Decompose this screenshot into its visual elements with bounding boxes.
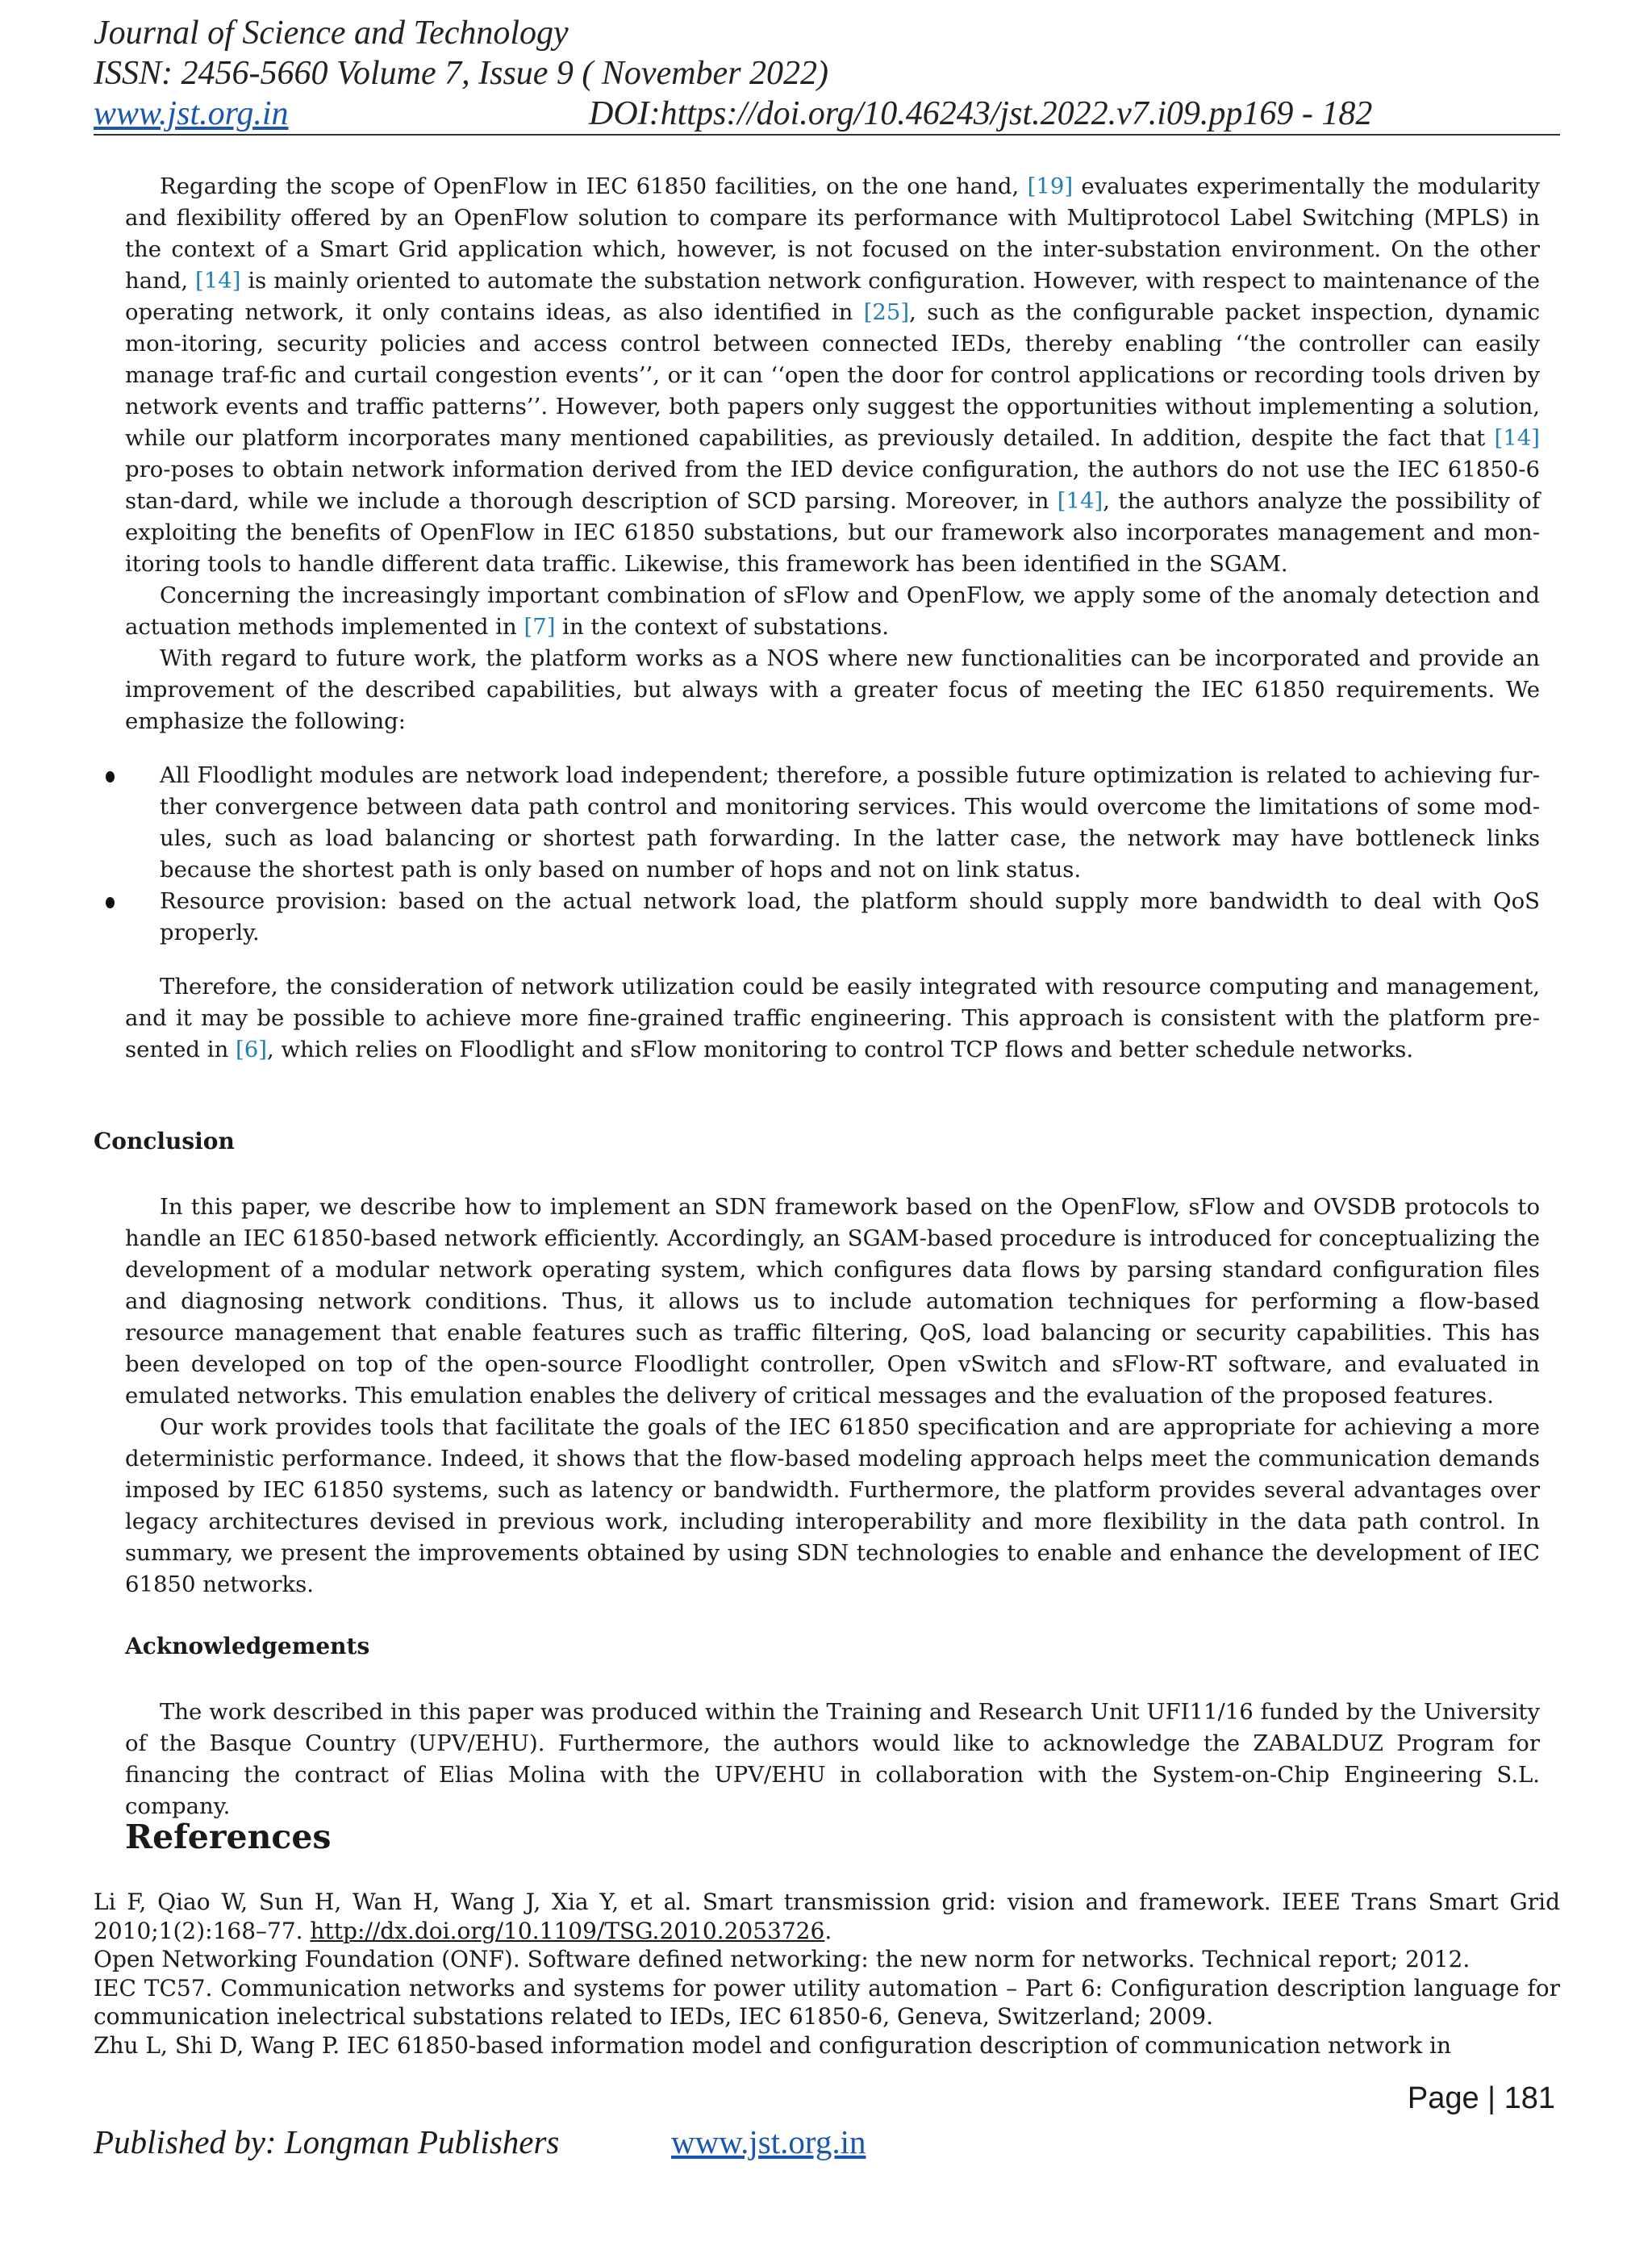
discussion-paragraph-2 [125, 580, 1540, 643]
reference-item: Open Networking Foundation (ONF). Software defined networking: the new norm for networks. Technical report; 2012. [94, 1946, 1471, 1972]
text-run: evaluates experimentally the modularity and flexibility offered by an OpenFlow solution to compare its performance with Multiprotocol Label Switching (MPLS) in the context of a Smart Grid application which, however, is not focused on the inter-substation environment. On the other hand, [125, 173, 1540, 294]
acknowledgements-section [125, 1697, 1540, 1822]
conclusion-paragraph-1: In this paper, we describe how to implement an SDN framework based on the OpenFlow, sFlow and OVSDB protocols to handle an IEC 61850-based network efficiently. Accordingly, an SGAM-based procedure is introduced for conceptualizing the development of a modular network operating system, which configures data flows by parsing standard configuration files and diagnosing network conditions. Thus, it allows us to include automation techniques for performing a flow-based resource management that enable features such as traffic filtering, QoS, load balancing or security capabilities. This has been developed on top of the open-source Floodlight controller, Open vSwitch and sFlow-RT software, and evaluated in emulated networks. This emulation enables the delivery of critical messages and the evaluation of the proposed features. [125, 1194, 1540, 1409]
citation-link[interactable]: [25] [863, 299, 910, 325]
citation-link[interactable]: [14] [195, 268, 241, 294]
acknowledgements-heading: Acknowledgements [125, 1633, 370, 1659]
conclusion-section [125, 1192, 1540, 1601]
reference-item: Zhu L, Shi D, Wang P. IEC 61850-based information model and configuration description of communication network in [94, 2031, 1452, 2059]
text-run: Concerning the increasingly important combination of sFlow and OpenFlow, we apply some of the anomaly detection and actuation methods implemented in [125, 582, 1540, 640]
page-number: Page | 181 [1407, 2081, 1555, 2115]
header-divider [94, 134, 1560, 136]
text-run: , such as the configurable packet inspection, dynamic mon-itoring, security policies and access control between connected IEDs, thereby enabling ‘‘the controller can easily manage traf-fic and curtail congestion events’’, or it can ‘‘open the door for control applications or recording tools driven by network events and traffic patterns’’. However, both papers only suggest the opportunities without implementing a solution, while our platform incorporates many mentioned capabilities, as previously detailed. In addition, despite the fact that [125, 299, 1540, 451]
footer-website-link[interactable]: www.jst.org.in [671, 2123, 866, 2160]
list-item-text: All Floodlight modules are network load independent; therefore, a possible future optimization is related to achieving fur-ther convergence between data path control and monitoring services. This would overcome the limitations of some mod-ules, such as load balancing or shortest path forwarding. In the latter case, the network may have bottleneck links because the shortest path is only based on number of hops and not on link status. [160, 762, 1540, 883]
reference-text: Li F, Qiao W, Sun H, Wan H, Wang J, Xia Y, et al. Smart transmission grid: vision and framework. IEEE Trans Smart Grid 2010;1(2):168–77. [94, 1889, 1560, 1944]
journal-issn: ISSN: 2456-5660 Volume 7, Issue 9 ( November 2022) [94, 55, 829, 92]
citation-link[interactable]: [14] [1057, 488, 1103, 514]
publisher-line: Published by: Longman Publishers [94, 2123, 560, 2160]
conclusion-paragraph-2: Our work provides tools that facilitate the goals of the IEC 61850 specification and are appropriate for achieving a more deterministic performance. Indeed, it shows that the flow-based modeling approach helps meet the communication demands imposed by IEC 61850 systems, such as latency or bandwidth. Furthermore, the platform provides several advantages over legacy architectures devised in previous work, including interoperability and more flexibility in the data path control. In summary, we present the improvements obtained by using SDN technologies to enable and enhance the development of IEC 61850 networks. [125, 1414, 1540, 1597]
reference-text: . [824, 1917, 832, 1944]
journal-header [94, 13, 1562, 134]
reference-doi-link[interactable]: http://dx.doi.org/10.1109/TSG.2010.2053726 [310, 1917, 825, 1944]
text-run: Regarding the scope of OpenFlow in IEC 61850 facilities, on the one hand, [160, 173, 1028, 199]
text-run: is mainly oriented to automate the substation network configuration. However, with respect to maintenance of the operating network, it only contains ideas, as also identified in [125, 268, 1541, 325]
text-run: , which relies on Floodlight and sFlow monitoring to control TCP flows and better schedule networks. [267, 1037, 1414, 1062]
text-run: Therefore, the consideration of network utilization could be easily integrated with resource computing and management, and it may be possible to achieve more fine-grained traffic engineering. This approach is consistent with the platform pre-sented in [125, 974, 1540, 1062]
references-heading: References [125, 1818, 332, 1856]
discussion-paragraph-1 [125, 171, 1540, 580]
list-item [125, 760, 1540, 886]
citation-link[interactable]: [6] [236, 1037, 267, 1062]
list-item-text: Resource provision: based on the actual network load, the platform should supply more bandwidth to deal with QoS properly. [160, 888, 1540, 945]
discussion-paragraph-4 [125, 971, 1540, 1066]
list-item [125, 886, 1540, 949]
reference-item [94, 1888, 1560, 1945]
reference-item: IEC TC57. Communication networks and systems for power utility automation – Part 6: Configuration description language for communication inelectrical substations related to IEDs, IEC 61850-6, Geneva, Switzerland; 2009. [94, 1974, 1560, 2030]
future-work-list [125, 760, 1540, 949]
text-run: , the authors analyze the possibility of exploiting the benefits of OpenFlow in IEC 61850 substations, but our framework also incorporates management and mon-itoring tools to handle different data traffic. Likewise, this framework has been identified in the SGAM. [125, 488, 1540, 577]
citation-link[interactable]: [7] [524, 614, 556, 640]
citation-link[interactable]: [14] [1494, 425, 1540, 451]
references-list [94, 1888, 1560, 2060]
conclusion-heading: Conclusion [94, 1128, 235, 1154]
bullet-icon [106, 771, 115, 783]
journal-doi: DOI:https://doi.org/10.46243/jst.2022.v7.i09.pp169 - 182 [589, 95, 1373, 132]
journal-title: Journal of Science and Technology [94, 15, 569, 52]
bullet-icon [106, 897, 115, 908]
discussion-paragraph-3: With regard to future work, the platform works as a NOS where new functionalities can be incorporated and provide an improvement of the described capabilities, but always with a greater focus of meeting the IEC 61850 requirements. We emphasize the following: [125, 645, 1540, 734]
discussion-section [125, 171, 1540, 1066]
text-run: pro-poses to obtain network information derived from the IED device configuration, the authors do not use the IEC 61850-6 stan-dard, while we include a thorough description of SCD parsing. Moreover, in [125, 457, 1540, 514]
journal-website-link[interactable]: www.jst.org.in [94, 95, 289, 132]
citation-link[interactable]: [19] [1027, 173, 1074, 199]
acknowledgements-paragraph: The work described in this paper was produced within the Training and Research Unit UFI11/16 funded by the University of the Basque Country (UPV/EHU). Furthermore, the authors would like to acknowledge the ZABALDUZ Program for financing the contract of Elias Molina with the UPV/EHU in collaboration with the System-on-Chip Engineering S.L. company. [125, 1699, 1540, 1819]
text-run: in the context of substations. [555, 614, 889, 640]
